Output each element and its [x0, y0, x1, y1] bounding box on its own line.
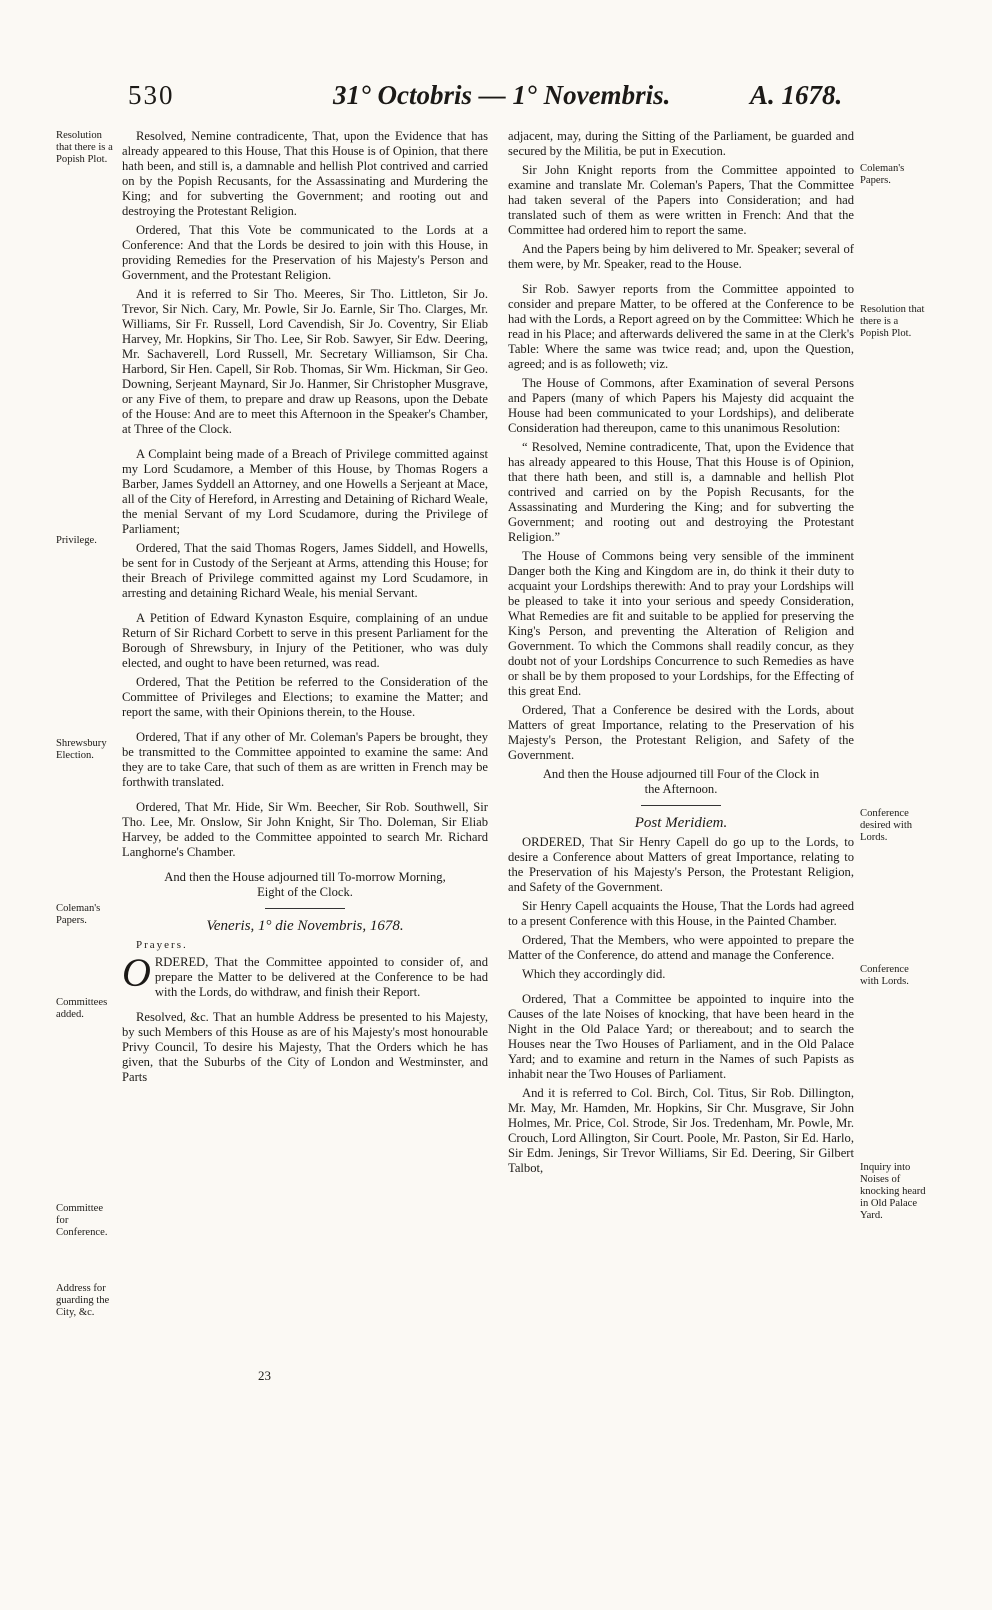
paragraph: A Petition of Edward Kynaston Esquire, complaining of an undue Return of Sir Richard Corbett to serve in this present Parliament for the Borough of Shrewsbury, in Injury of the Petitioner, who was duly elected, and ought to have been returned, was read. [122, 611, 488, 670]
margin-note-shrewsbury: Shrewsbury Election. [56, 738, 107, 761]
paragraph: Ordered, That a Committee be appointed to inquire into the Causes of the late Noises of knocking, that have been heard in the Night in the Old Palace Yard; or thereabout; and to search the Houses near the Two Houses of Parliament, and in the Old Palace Yard; and to examine and return in the Names of such Papists as inhabit near the Two Houses of Parliament. [508, 992, 854, 1081]
paragraph: Sir Henry Capell acquaints the House, That the Lords had agreed to a present Conference with this House, in the Painted Chamber. [508, 899, 854, 928]
paragraph-text: RDERED, That the Committee appointed to consider of, and prepare the Matter to be delivered at the Conference to be had with the Lords, do withdraw, and finish their Report. [154, 955, 488, 999]
margin-note-inquiry-noises: Inquiry into Noises of knocking heard in Old Palace Yard. [860, 1162, 926, 1221]
margin-note-conference-lords: Conference with Lords. [860, 964, 909, 987]
paragraph: Resolved, Nemine contradicente, That, upon the Evidence that has already appeared to this House, That this House is of Opinion, that there hath been, and still is, a damnable and hellish Plot contrived and carried on by the Popish Recusants, for the Assassinating and Murdering the King; and for subverting the Government; and rooting out and destroying the Protestant Religion. [122, 129, 488, 218]
quoted-resolution: “ Resolved, Nemine contradicente, That, upon the Evidence that has already appeared to this House, That this House is of Opinion, that there hath been, and still is, a damnable and hellish Plot contrived and carried on by the Popish Recusants, for the Assassinating and Murdering the King; and for subverting the Government; and rooting out and destroying the Protestant Religion.” [508, 440, 854, 544]
adjournment: And then the House adjourned till Four of the Clock in the Afternoon. [542, 767, 820, 796]
margin-note-committees-added: Committees added. [56, 997, 108, 1020]
paragraph: ORDERED, That Sir Henry Capell do go up to the Lords, to desire a Conference about Matters of great Importance, relating to the Preservation of his Majesty's Person, the Protestant Religion, and Safety of the Government. [508, 835, 854, 894]
paragraph: Ordered, That a Conference be desired with the Lords, about Matters of great Importance, relating to the Preservation of his Majesty's Person, the Protestant Religion, and Safety of the Government. [508, 703, 854, 762]
section-rule [265, 908, 345, 909]
paragraph: And it is referred to Sir Tho. Meeres, Sir Tho. Littleton, Sir Jo. Trevor, Sir Nich. Cary, Mr. Powle, Sir Jo. Earnle, Sir Tho. Clarges, Mr. Williams, Sir Fr. Russell, Lord Cavendish, Sir Jo. Coventry, Sir Eliab Harvey, Mr. Hopkins, Sir Tho. Lee, Sir Rob. Sawyer, Sir Edw. Deering, Mr. Sachaverell, Lord Russell, Mr. Secretary Williamson, Sir Cha. Harbord, Sir Hen. Capell, Sir Rob. Thomas, Sir Wm. Hickman, Sir Geo. Downing, Serjeant Maynard, Sir Jo. Hanmer, Sir Christopher Musgrave, or any Five of them, to prepare and draw up Reasons, upon the Debate of the House: And are to meet this Afternoon in the Speaker's Chamber, at Three of the Clock. [122, 287, 488, 436]
paragraph: Sir John Knight reports from the Committee appointed to examine and translate Mr. Coleman's Papers, That the Committee had taken several of the Papers into Consideration; and had translated such of them as were written in French: And that the Committee had ordered him to report the same. [508, 163, 854, 237]
section-rule [641, 805, 721, 806]
paragraph: Resolved, &c. That an humble Address be presented to his Majesty, by such Members of this House as are of his Majesty's most honourable Privy Council, To desire his Majesty, That the Orders which he has given, that the Suburbs of the City of London and Westminster, and Parts [122, 1010, 488, 1084]
running-head-date: 31° Octobris — 1° Novembris. [333, 80, 671, 110]
page-number: 530 [128, 80, 175, 110]
paragraph: Ordered, That this Vote be communicated to the Lords at a Conference: And that the Lords be desired to join with this House, in providing Remedies for the Preservation of his Majesty's Person and Government, and the Protestant Religion. [122, 223, 488, 282]
paragraph-ordered [122, 950, 488, 1000]
drop-cap: O [122, 950, 151, 995]
margin-note-conference-desired: Conference desired with Lords. [860, 808, 913, 843]
paragraph: Ordered, That the Members, who were appointed to prepare the Matter of the Conference, do attend and manage the Conference. [508, 933, 854, 962]
margin-note-resolution-plot: Resolution that there is a Popish Plot. [56, 130, 113, 165]
paragraph: Ordered, That the Petition be referred to the Consideration of the Committee of Privileges and Elections; to examine the Matter; and report the same, with their Opinions therein, to the House. [122, 675, 488, 719]
signature-mark: 23 [258, 1368, 271, 1383]
paragraph: And the Papers being by him delivered to Mr. Speaker; several of them were, by Mr. Speaker, read to the House. [508, 242, 854, 271]
margin-note-committee-conference: Committee for Conference. [56, 1203, 108, 1238]
left-column [122, 129, 488, 1089]
adjournment: And then the House adjourned till To-morrow Morning, Eight of the Clock. [164, 870, 446, 899]
margin-note-privilege: Privilege. [56, 535, 97, 546]
paragraph: Ordered, That if any other of Mr. Coleman's Papers be brought, they be transmitted to the Committee appointed to examine the same: And they are to take Care, that such of them as are written in French may be forthwith translated. [122, 730, 488, 789]
paragraph: adjacent, may, during the Sitting of the Parliament, be guarded and secured by the Militia, be put in Execution. [508, 129, 854, 158]
paragraph: And it is referred to Col. Birch, Col. Titus, Sir Rob. Dillington, Mr. May, Mr. Hamden, Mr. Hopkins, Sir Chr. Musgrave, Sir John Holmes, Mr. Price, Col. Strode, Sir Jos. Tredenham, Mr. Powle, Mr. Crouch, Lord Allington, Sir Court. Poole, Mr. Paston, Sir Ed. Harlo, Sir Edm. Jenings, Sir Trevor Williams, Sir Ed. Deering, Sir Gilbert Talbot, [508, 1086, 854, 1175]
paragraph: Sir Rob. Sawyer reports from the Committee appointed to consider and prepare Matter, to be offered at the Conference to be had with the Lords, a Report agreed on by the Committee: Which he read in his Place; and afterwards delivered the same in at the Clerk's Table: Where the same was twice read; and, upon the Question, agreed; and is as followeth; viz. [508, 282, 854, 371]
prayers-heading: Prayers. [136, 939, 188, 951]
margin-note-resolution-plot-right: Resolution that there is a Popish Plot. [860, 304, 925, 339]
margin-note-colemans-papers: Coleman's Papers. [56, 903, 101, 926]
running-head-year: A. 1678. [750, 80, 843, 110]
paragraph: The House of Commons being very sensible of the imminent Danger both the King and Kingdom are in, do think it their duty to acquaint your Lordships therewith: And to pray your Lordships will be pleased to take it into your serious and speedy Consideration, What Remedies are fit and suitable to be applied for preserving the King's Person, and preventing the Alteration of Religion and Government. To which the Commons shall readily concur, as they doubt not of your Lordships Concurrence to such Remedies as have or shall be by them proposed to your Lordships, for the Effecting of this great End. [508, 549, 854, 698]
paragraph: The House of Commons, after Examination of several Persons and Papers (many of which Papers his Majesty did acquaint the House had been communicated to your Lordships), and deliberate Consideration had thereupon, came to this unanimous Resolution: [508, 376, 854, 435]
paragraph: Ordered, That Mr. Hide, Sir Wm. Beecher, Sir Rob. Southwell, Sir Tho. Lee, Mr. Onslow, Sir John Knight, Sir Tho. Doleman, Sir Eliab Harvey, be added to the Committee appointed to search Mr. Richard Langhorne's Chamber. [122, 800, 488, 859]
margin-note-address-guarding: Address for guarding the City, &c. [56, 1283, 110, 1318]
paragraph: Which they accordingly did. [522, 967, 666, 981]
right-column [508, 129, 854, 1180]
paragraph: A Complaint being made of a Breach of Privilege committed against my Lord Scudamore, a Member of this House, by Thomas Rogers a Barber, James Syddell an Attorney, and one Howells a Serjeant at Mace, all of the City of Hereford, in Arresting and Detaining of Richard Weale, the menial Servant of my Lord Scudamore, during the Privilege of Parliament; [122, 447, 488, 536]
margin-note-colemans-papers-right: Coleman's Papers. [860, 163, 905, 186]
paragraph: Ordered, That the said Thomas Rogers, James Siddell, and Howells, be sent for in Custody of the Serjeant at Arms, attending this House; for their Breach of Privilege committed against my Lord Scudamore, in arresting and detaining Richard Weale, his menial Servant. [122, 541, 488, 600]
day-heading: Veneris, 1° die Novembris, 1678. [206, 918, 404, 934]
post-meridiem-heading: Post Meridiem. [634, 815, 728, 831]
